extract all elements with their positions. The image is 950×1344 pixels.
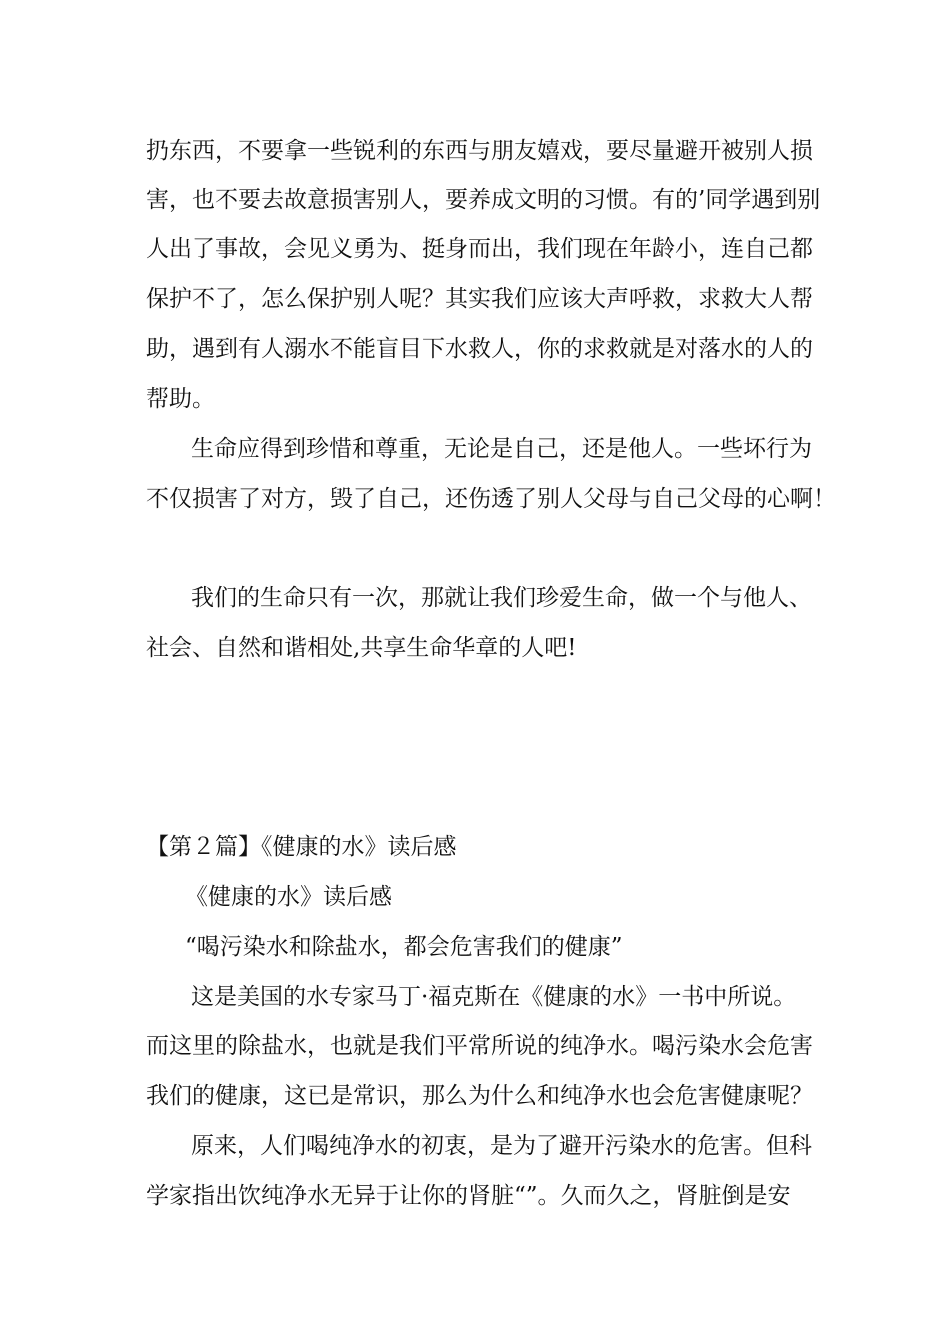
body-text-line: 学家指出饮纯净水无异于让你的肾脏“”。久而久之，肾脏倒是安: [146, 1183, 791, 1209]
body-text-line: 害，也不要去故意损害别人，要养成文明的习惯。有的’同学遇到别: [146, 187, 821, 213]
essay-title: 《健康的水》读后感: [185, 884, 392, 910]
body-text-line: 帮助。: [146, 386, 215, 412]
body-text-line: 不仅损害了对方，毁了自己，还伤透了别人父母与自己父母的心啊！: [146, 486, 836, 512]
body-text-line: 保护不了，怎么保护别人呢？其实我们应该大声呼救，求救大人帮: [146, 286, 813, 312]
body-text-line: 人出了事故，会见义勇为、挺身而出，我们现在年龄小，连自己都: [146, 236, 813, 262]
body-text-line: 我们的生命只有一次，那就让我们珍爱生命，做一个与他人、: [191, 585, 812, 611]
body-text-line: 而这里的除盐水，也就是我们平常所说的纯净水。喝污染水会危害: [146, 1033, 813, 1059]
body-text-line: 原来，人们喝纯净水的初衷，是为了避开污染水的危害。但科: [191, 1133, 812, 1159]
body-text-line: 生命应得到珍惜和尊重，无论是自己，还是他人。一些坏行为: [191, 436, 812, 462]
body-text-line: 扔东西，不要拿一些锐利的东西与朋友嬉戏，要尽量避开被别人损: [146, 138, 813, 164]
body-text-line: 助，遇到有人溺水不能盲目下水救人，你的求救就是对落水的人的: [146, 336, 813, 362]
body-text-line: 我们的健康，这已是常识，那么为什么和纯净水也会危害健康呢？: [146, 1083, 813, 1109]
section-heading: 【第２篇】《健康的水》读后感: [146, 834, 457, 860]
body-text-line: 社会、自然和谐相处,共享生命华章的人吧!: [146, 635, 577, 661]
body-text-line: 这是美国的水专家马丁·福克斯在《健康的水》一书中所说。: [191, 984, 797, 1010]
quote-line: “喝污染水和除盐水，都会危害我们的健康”: [185, 934, 623, 960]
